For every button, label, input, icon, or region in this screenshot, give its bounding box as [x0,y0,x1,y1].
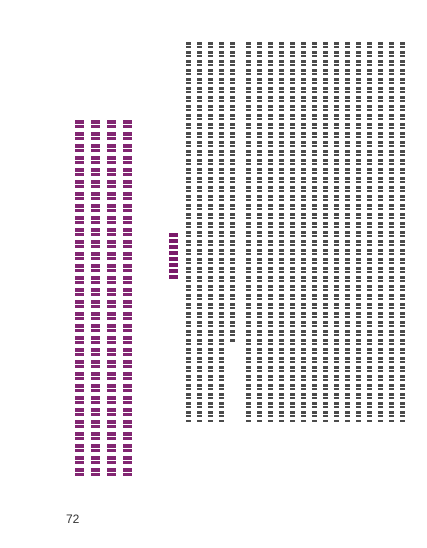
text-line [356,42,361,422]
page-number: 72 [66,512,80,526]
section-heading [169,233,178,279]
text-line [279,42,284,422]
verse-line [107,120,116,480]
text-line [367,42,372,422]
verse-line [91,120,100,480]
text-line [323,42,328,422]
text-line [186,42,191,422]
text-line [301,42,306,422]
text-line [246,42,251,422]
text-line [345,42,350,422]
text-line [290,42,295,422]
verse-line [75,120,84,480]
text-line [334,42,339,422]
text-line [219,42,224,422]
text-line [230,42,235,342]
text-line [257,42,262,422]
verse-line [123,120,132,480]
text-line [400,42,405,422]
text-line [208,42,213,422]
text-line [389,42,394,422]
text-line [268,42,273,422]
text-line [312,42,317,422]
text-line [378,42,383,422]
text-line [197,42,202,422]
